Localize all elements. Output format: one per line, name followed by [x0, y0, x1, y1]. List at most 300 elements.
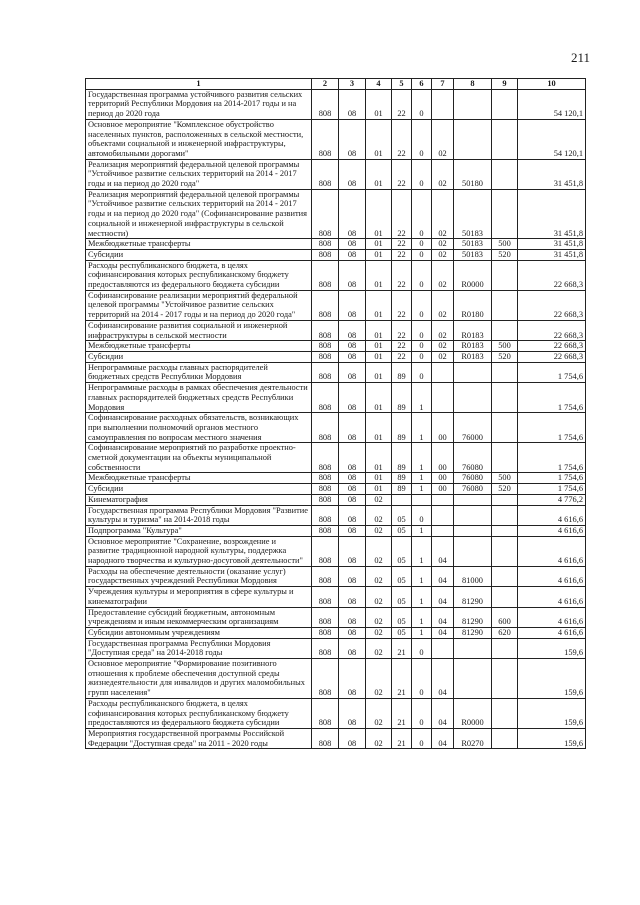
cell-col-7: [432, 362, 454, 382]
cell-col-7: 02: [432, 260, 454, 290]
cell-col-6: 0: [412, 505, 432, 525]
cell-col-2: 808: [312, 239, 339, 250]
cell-col-6: 1: [412, 587, 432, 607]
cell-description: Государственная программа Республики Мордовия "Развитие культуры и туризма" на 2014-2018 годы: [86, 505, 312, 525]
cell-col-2: 808: [312, 638, 339, 658]
cell-description: Межбюджетные трансферты: [86, 341, 312, 352]
cell-amount: 31 451,8: [518, 239, 586, 250]
cell-col-8: 76080: [454, 473, 492, 484]
cell-col-4: 01: [366, 249, 392, 260]
cell-col-4: 01: [366, 351, 392, 362]
table-row: [86, 494, 586, 505]
column-header: 3: [339, 79, 366, 90]
cell-col-2: 808: [312, 698, 339, 728]
cell-col-9: [492, 89, 518, 119]
column-header: 9: [492, 79, 518, 90]
cell-col-3: 08: [339, 729, 366, 749]
cell-col-4: 01: [366, 290, 392, 320]
cell-description: Предоставление субсидий бюджетным, автономным учреждениям и иным некоммерческим организациям: [86, 607, 312, 627]
cell-col-3: 08: [339, 249, 366, 260]
cell-col-9: 520: [492, 484, 518, 495]
cell-col-8: [454, 383, 492, 413]
cell-col-7: [432, 638, 454, 658]
cell-col-5: 89: [392, 383, 412, 413]
cell-col-4: 01: [366, 443, 392, 473]
cell-col-3: 08: [339, 536, 366, 566]
cell-col-7: 04: [432, 587, 454, 607]
cell-col-3: 08: [339, 494, 366, 505]
cell-col-8: [454, 119, 492, 159]
table-row: [86, 341, 586, 352]
cell-col-8: [454, 89, 492, 119]
cell-description: Расходы на обеспечение деятельности (оказание услуг) государственных учреждений Республики Мордовия: [86, 566, 312, 586]
cell-col-9: [492, 159, 518, 189]
cell-col-5: 05: [392, 536, 412, 566]
cell-col-5: 05: [392, 525, 412, 536]
cell-col-5: 05: [392, 566, 412, 586]
cell-col-8: [454, 362, 492, 382]
cell-description: Субсидии автономным учреждениям: [86, 627, 312, 638]
cell-col-7: 02: [432, 290, 454, 320]
cell-col-7: 00: [432, 413, 454, 443]
cell-col-7: [432, 383, 454, 413]
cell-col-9: 500: [492, 473, 518, 484]
cell-col-5: 89: [392, 484, 412, 495]
cell-col-2: 808: [312, 505, 339, 525]
cell-amount: 4 616,6: [518, 587, 586, 607]
cell-col-7: 02: [432, 159, 454, 189]
cell-col-5: 21: [392, 659, 412, 699]
cell-col-5: 21: [392, 698, 412, 728]
cell-col-7: 02: [432, 249, 454, 260]
cell-col-8: [454, 505, 492, 525]
cell-col-9: [492, 729, 518, 749]
table-row: [86, 484, 586, 495]
cell-col-6: 1: [412, 473, 432, 484]
column-header: 6: [412, 79, 432, 90]
cell-amount: 4 776,2: [518, 494, 586, 505]
cell-amount: 4 616,6: [518, 627, 586, 638]
cell-description: Подпрограмма "Культура": [86, 525, 312, 536]
table-row: [86, 587, 586, 607]
cell-col-2: 808: [312, 587, 339, 607]
cell-amount: 159,6: [518, 638, 586, 658]
cell-description: Государственная программа устойчивого развития сельских территорий Республики Мордовия на 2014-2017 годы и на период до 2020 года: [86, 89, 312, 119]
cell-col-4: 02: [366, 698, 392, 728]
cell-col-7: 04: [432, 566, 454, 586]
cell-col-8: 81290: [454, 627, 492, 638]
cell-col-7: 04: [432, 607, 454, 627]
cell-col-3: 08: [339, 413, 366, 443]
cell-col-9: 520: [492, 351, 518, 362]
cell-col-8: [454, 638, 492, 658]
cell-amount: 159,6: [518, 729, 586, 749]
cell-description: Непрограммные расходы главных распорядителей бюджетных средств Республики Мордовия: [86, 362, 312, 382]
cell-col-3: 08: [339, 351, 366, 362]
cell-amount: 4 616,6: [518, 607, 586, 627]
table-body: [86, 79, 586, 749]
cell-col-8: 81290: [454, 587, 492, 607]
cell-col-4: 01: [366, 119, 392, 159]
cell-col-8: R0000: [454, 698, 492, 728]
cell-col-9: 600: [492, 607, 518, 627]
cell-col-9: [492, 659, 518, 699]
cell-col-9: [492, 494, 518, 505]
cell-col-5: 22: [392, 320, 412, 340]
cell-col-2: 808: [312, 525, 339, 536]
cell-col-9: [492, 119, 518, 159]
cell-description: Субсидии: [86, 484, 312, 495]
cell-col-2: 808: [312, 290, 339, 320]
cell-col-5: 22: [392, 351, 412, 362]
cell-description: Межбюджетные трансферты: [86, 239, 312, 250]
cell-col-8: [454, 494, 492, 505]
cell-col-6: 0: [412, 320, 432, 340]
table-row: [86, 729, 586, 749]
table-row: [86, 443, 586, 473]
table-row: [86, 189, 586, 239]
cell-col-4: 02: [366, 587, 392, 607]
cell-description: Реализация мероприятий федеральной целевой программы "Устойчивое развитие сельских территорий на 2014 - 2017 годы и на период до 2020 года": [86, 159, 312, 189]
cell-amount: 1 754,6: [518, 362, 586, 382]
table-row: [86, 413, 586, 443]
cell-col-9: [492, 505, 518, 525]
cell-col-6: 0: [412, 239, 432, 250]
column-header: 4: [366, 79, 392, 90]
cell-col-6: 0: [412, 638, 432, 658]
table-row: [86, 89, 586, 119]
cell-description: Софинансирование развития социальной и инженерной инфраструктуры в сельской местности: [86, 320, 312, 340]
cell-col-7: 04: [432, 536, 454, 566]
cell-col-5: 22: [392, 189, 412, 239]
budget-table: [85, 78, 586, 749]
table-row: [86, 566, 586, 586]
cell-col-6: 0: [412, 362, 432, 382]
cell-col-6: 1: [412, 443, 432, 473]
cell-amount: 159,6: [518, 698, 586, 728]
cell-col-9: 500: [492, 239, 518, 250]
cell-col-2: 808: [312, 607, 339, 627]
cell-col-2: 808: [312, 159, 339, 189]
cell-col-3: 08: [339, 484, 366, 495]
cell-col-5: 05: [392, 607, 412, 627]
cell-col-5: 22: [392, 260, 412, 290]
cell-description: Софинансирование мероприятий по разработке проектно-сметной документации на объекты муниципальной собственности: [86, 443, 312, 473]
cell-col-4: 01: [366, 484, 392, 495]
cell-col-2: 808: [312, 320, 339, 340]
cell-col-2: 808: [312, 494, 339, 505]
cell-col-8: 50180: [454, 159, 492, 189]
cell-col-2: 808: [312, 89, 339, 119]
cell-col-7: 02: [432, 320, 454, 340]
column-header: 2: [312, 79, 339, 90]
cell-col-8: 50183: [454, 239, 492, 250]
cell-description: Расходы республиканского бюджета, в целях софинансирования которых республиканскому бюджету предоставляются из федерального бюджета субсидии: [86, 260, 312, 290]
cell-col-6: [412, 494, 432, 505]
cell-amount: 1 754,6: [518, 443, 586, 473]
cell-col-8: 76000: [454, 413, 492, 443]
cell-col-4: 01: [366, 383, 392, 413]
cell-description: Основное мероприятие "Сохранение, возрождение и развитие традиционной народной культуры, поддержка народного творчества и культурно-досуговой деятельности": [86, 536, 312, 566]
table-row: [86, 638, 586, 658]
cell-col-9: [492, 260, 518, 290]
cell-col-4: 01: [366, 159, 392, 189]
cell-col-9: [492, 698, 518, 728]
cell-col-5: 22: [392, 341, 412, 352]
cell-col-3: 08: [339, 341, 366, 352]
cell-amount: 31 451,8: [518, 159, 586, 189]
cell-description: Учреждения культуры и мероприятия в сфере культуры и кинематографии: [86, 587, 312, 607]
column-header: 8: [454, 79, 492, 90]
cell-description: Софинансирование реализации мероприятий федеральной целевой программы "Устойчивое развитие сельских территорий на 2014 - 2017 годы и на период до 2020 года": [86, 290, 312, 320]
cell-description: Расходы республиканского бюджета, в целях софинансирования которых республиканскому бюджету предоставляются из федерального бюджета субсидии: [86, 698, 312, 728]
cell-col-7: 04: [432, 627, 454, 638]
cell-col-5: 22: [392, 290, 412, 320]
cell-col-3: 08: [339, 587, 366, 607]
cell-col-8: 76080: [454, 484, 492, 495]
cell-col-4: 02: [366, 607, 392, 627]
cell-description: Субсидии: [86, 249, 312, 260]
cell-col-6: 1: [412, 383, 432, 413]
table-row: [86, 473, 586, 484]
cell-col-2: 808: [312, 627, 339, 638]
cell-col-9: [492, 638, 518, 658]
cell-col-3: 08: [339, 607, 366, 627]
cell-col-9: [492, 536, 518, 566]
cell-col-4: 01: [366, 413, 392, 443]
cell-col-5: 21: [392, 729, 412, 749]
cell-amount: 1 754,6: [518, 383, 586, 413]
cell-description: Реализация мероприятий федеральной целевой программы "Устойчивое развитие сельских территорий на 2014 - 2017 годы и на период до 2020 года" (Софинансирование развития социальной и инженерной инфраструктуры в сельской местности): [86, 189, 312, 239]
page-number: 211: [570, 50, 590, 65]
cell-col-6: 0: [412, 119, 432, 159]
cell-col-5: 05: [392, 627, 412, 638]
cell-col-8: R0183: [454, 320, 492, 340]
cell-col-4: 02: [366, 659, 392, 699]
cell-col-8: R0183: [454, 341, 492, 352]
cell-col-9: [492, 587, 518, 607]
cell-amount: 54 120,1: [518, 119, 586, 159]
cell-col-8: R0183: [454, 351, 492, 362]
cell-col-2: 808: [312, 260, 339, 290]
cell-col-5: [392, 494, 412, 505]
cell-col-4: 01: [366, 320, 392, 340]
cell-col-6: 1: [412, 607, 432, 627]
cell-col-3: 08: [339, 239, 366, 250]
cell-col-4: 02: [366, 566, 392, 586]
cell-col-7: 04: [432, 698, 454, 728]
cell-col-8: 76080: [454, 443, 492, 473]
table-row: [86, 525, 586, 536]
cell-col-2: 808: [312, 729, 339, 749]
cell-col-3: 08: [339, 698, 366, 728]
cell-col-9: 500: [492, 341, 518, 352]
cell-amount: 54 120,1: [518, 89, 586, 119]
cell-col-8: R0270: [454, 729, 492, 749]
cell-col-7: 00: [432, 443, 454, 473]
cell-description: Основное мероприятие "Формирование позитивного отношения к проблеме обеспечения доступной среды жизнедеятельности для инвалидов и других маломобильных групп населения": [86, 659, 312, 699]
cell-col-3: 08: [339, 383, 366, 413]
cell-col-5: 05: [392, 587, 412, 607]
cell-col-8: [454, 536, 492, 566]
cell-amount: 22 668,3: [518, 320, 586, 340]
cell-col-2: 808: [312, 536, 339, 566]
cell-col-7: 04: [432, 659, 454, 699]
cell-amount: 4 616,6: [518, 505, 586, 525]
table-row: [86, 351, 586, 362]
cell-description: Софинансирование расходных обязательств, возникающих при выполнении полномочий органов местного самоуправления по вопросам местного значения: [86, 413, 312, 443]
cell-col-3: 08: [339, 443, 366, 473]
cell-col-2: 808: [312, 484, 339, 495]
cell-col-9: [492, 443, 518, 473]
table-row: [86, 362, 586, 382]
cell-col-2: 808: [312, 341, 339, 352]
cell-col-7: 00: [432, 484, 454, 495]
column-header: 5: [392, 79, 412, 90]
cell-amount: 31 451,8: [518, 249, 586, 260]
cell-col-2: 808: [312, 351, 339, 362]
cell-description: Субсидии: [86, 351, 312, 362]
cell-col-8: R0000: [454, 260, 492, 290]
cell-col-6: 1: [412, 484, 432, 495]
cell-col-4: 02: [366, 536, 392, 566]
cell-col-3: 08: [339, 505, 366, 525]
table-row: [86, 607, 586, 627]
cell-amount: 1 754,6: [518, 413, 586, 443]
cell-col-6: 0: [412, 659, 432, 699]
table-row: [86, 260, 586, 290]
cell-col-5: 89: [392, 362, 412, 382]
cell-col-5: 22: [392, 239, 412, 250]
cell-col-7: 02: [432, 341, 454, 352]
cell-col-6: 0: [412, 89, 432, 119]
cell-col-2: 808: [312, 189, 339, 239]
cell-col-5: 89: [392, 413, 412, 443]
table-row: [86, 698, 586, 728]
cell-col-5: 22: [392, 159, 412, 189]
column-header: 1: [86, 79, 312, 90]
cell-col-9: [492, 290, 518, 320]
table-row: [86, 249, 586, 260]
cell-col-3: 08: [339, 627, 366, 638]
cell-col-6: 0: [412, 341, 432, 352]
cell-col-6: 1: [412, 525, 432, 536]
cell-amount: 4 616,6: [518, 566, 586, 586]
cell-col-8: [454, 659, 492, 699]
cell-col-2: 808: [312, 119, 339, 159]
cell-amount: 31 451,8: [518, 189, 586, 239]
cell-col-8: 81000: [454, 566, 492, 586]
cell-col-4: 01: [366, 260, 392, 290]
cell-col-4: 01: [366, 89, 392, 119]
cell-col-7: [432, 525, 454, 536]
cell-col-3: 08: [339, 566, 366, 586]
table-row: [86, 383, 586, 413]
cell-col-5: 22: [392, 249, 412, 260]
cell-col-3: 08: [339, 119, 366, 159]
cell-col-4: 02: [366, 638, 392, 658]
cell-col-6: 0: [412, 729, 432, 749]
cell-col-8: 50183: [454, 249, 492, 260]
cell-col-6: 1: [412, 627, 432, 638]
cell-col-3: 08: [339, 638, 366, 658]
cell-col-6: 1: [412, 536, 432, 566]
cell-col-7: [432, 505, 454, 525]
cell-col-2: 808: [312, 383, 339, 413]
cell-col-3: 08: [339, 320, 366, 340]
cell-amount: 4 616,6: [518, 536, 586, 566]
cell-col-6: 1: [412, 566, 432, 586]
cell-col-2: 808: [312, 659, 339, 699]
table-row: [86, 119, 586, 159]
cell-col-2: 808: [312, 473, 339, 484]
cell-col-3: 08: [339, 89, 366, 119]
cell-amount: 4 616,6: [518, 525, 586, 536]
cell-col-2: 808: [312, 362, 339, 382]
cell-col-9: 520: [492, 249, 518, 260]
cell-col-5: 89: [392, 443, 412, 473]
cell-col-9: [492, 525, 518, 536]
cell-amount: 1 754,6: [518, 484, 586, 495]
table-row: [86, 536, 586, 566]
cell-description: Государственная программа Республики Мордовия "Доступная среда" на 2014-2018 годы: [86, 638, 312, 658]
cell-col-5: 89: [392, 473, 412, 484]
cell-col-2: 808: [312, 443, 339, 473]
column-header: 10: [518, 79, 586, 90]
cell-col-9: [492, 362, 518, 382]
cell-col-3: 08: [339, 473, 366, 484]
cell-description: Основное мероприятие "Комплексное обустройство населенных пунктов, расположенных в сельской местности, объектами социальной и инженерной инфраструктуры, автомобильными дорогами": [86, 119, 312, 159]
cell-col-5: 22: [392, 89, 412, 119]
cell-col-8: 50183: [454, 189, 492, 239]
cell-amount: 1 754,6: [518, 473, 586, 484]
table-row: [86, 290, 586, 320]
cell-col-7: 00: [432, 473, 454, 484]
cell-col-8: 81290: [454, 607, 492, 627]
cell-amount: 22 668,3: [518, 341, 586, 352]
table-row: [86, 159, 586, 189]
table-row: [86, 627, 586, 638]
cell-col-7: 02: [432, 189, 454, 239]
cell-col-9: 620: [492, 627, 518, 638]
cell-col-7: [432, 494, 454, 505]
cell-col-4: 01: [366, 341, 392, 352]
column-header: 7: [432, 79, 454, 90]
table-row: [86, 505, 586, 525]
cell-col-3: 08: [339, 362, 366, 382]
cell-col-6: 0: [412, 260, 432, 290]
cell-amount: 22 668,3: [518, 290, 586, 320]
cell-col-3: 08: [339, 189, 366, 239]
cell-col-7: 02: [432, 119, 454, 159]
cell-col-4: 01: [366, 189, 392, 239]
cell-col-7: 02: [432, 239, 454, 250]
cell-description: Непрограммные расходы в рамках обеспечения деятельности главных распорядителей бюджетных средств Республики Мордовия: [86, 383, 312, 413]
cell-col-4: 02: [366, 494, 392, 505]
cell-col-6: 0: [412, 290, 432, 320]
cell-col-3: 08: [339, 159, 366, 189]
cell-description: Мероприятия государственной программы Российской Федерации "Доступная среда" на 2011 - 2020 годы: [86, 729, 312, 749]
cell-col-9: [492, 566, 518, 586]
cell-col-6: 0: [412, 159, 432, 189]
cell-col-4: 02: [366, 525, 392, 536]
cell-col-6: 0: [412, 249, 432, 260]
header-row: [86, 79, 586, 90]
cell-col-3: 08: [339, 260, 366, 290]
cell-col-7: [432, 89, 454, 119]
cell-description: Межбюджетные трансферты: [86, 473, 312, 484]
cell-col-2: 808: [312, 413, 339, 443]
